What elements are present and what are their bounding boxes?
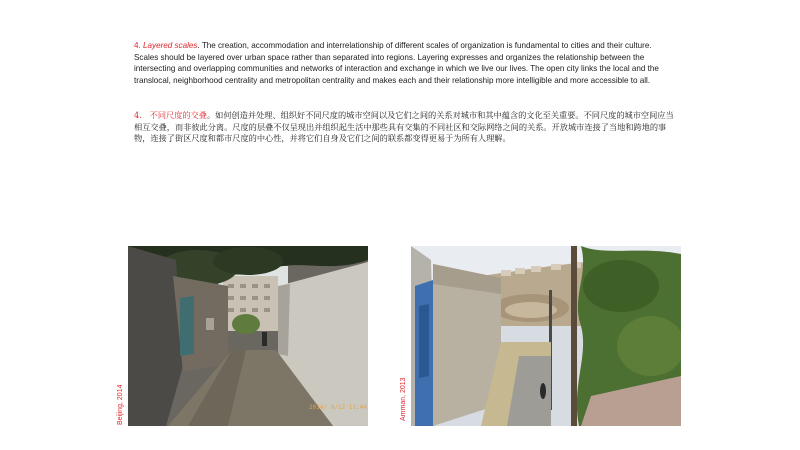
amman-stairs-photo <box>411 246 681 426</box>
chinese-item-number: 4. <box>134 110 142 120</box>
english-item-number: 4. <box>134 41 141 50</box>
photo-timestamp: 2014/ 9/12 11:44 <box>309 404 367 411</box>
chinese-item-body: 。如何创造并处理、组织好不同尺度的城市空间以及它们之间的关系对城市和其中蕴含的文化至关重要。不同尺度的城市空间应当相互交叠，而非彼此分离。尺度的层叠不仅呈现出并组织起生活中那些具有交集的不同社区和交际网络之间的关系。开放城市连接了当地和跨地的事物，连接了街区尺度和都市尺度的中心性，并将它们自身及它们之间的联系都变得更易于为所有人理解。 <box>134 110 674 144</box>
chinese-paragraph <box>134 110 679 145</box>
beijing-alley-photo <box>128 246 368 426</box>
amman-caption: Amman, 2013 <box>400 377 407 421</box>
english-item-body: . The creation, accommodation and interrelationship of different scales of organization is fundamental to cities and their culture. Scales should be layered over urban space rather than separated into regions. Layering expresses and organizes the relationship between the intersecting and overlapping communities and networks of interaction and exchange in which we live our lives. The open city links the local and the translocal, neighborhood centrality and metropolitan centrality and makes each and their relationship more intelligible and more accessible to all. <box>134 41 659 85</box>
chinese-item-title: 不同尺度的交叠 <box>149 110 207 120</box>
english-paragraph <box>134 40 674 86</box>
english-item-title: Layered scales <box>143 41 198 50</box>
beijing-caption: Beijing, 2014 <box>117 384 124 425</box>
